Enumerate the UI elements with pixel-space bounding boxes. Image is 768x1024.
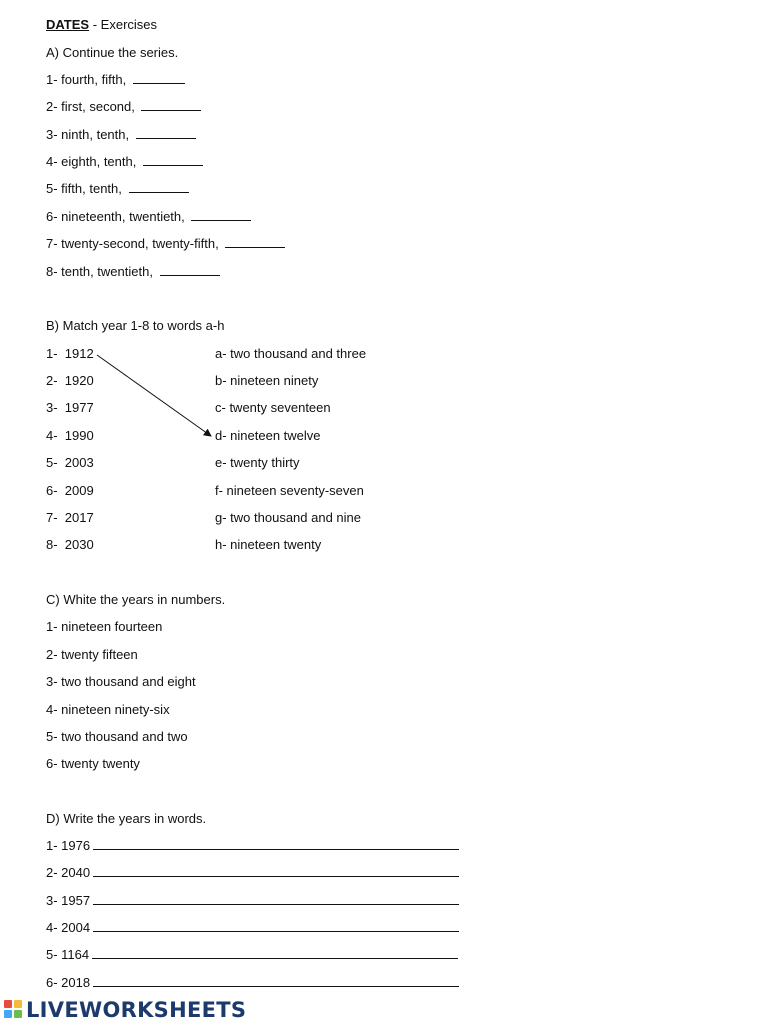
series-item-1	[46, 72, 185, 88]
word-item-e[interactable]: e- twenty thirty	[215, 455, 300, 470]
series-text-1: 1- fourth, fifth,	[46, 72, 130, 87]
words-item-3: 3- two thousand and eight	[46, 674, 196, 689]
title-suffix: - Exercises	[89, 17, 158, 32]
words-item-5: 5- two thousand and two	[46, 729, 188, 744]
word-item-b[interactable]: b- nineteen ninety	[215, 373, 319, 388]
year-label-3: 3- 1957	[46, 893, 91, 908]
words-item-6: 6- twenty twenty	[46, 756, 140, 771]
answer-blank-d4[interactable]	[93, 920, 459, 932]
year-item-2[interactable]: 2- 1920	[46, 373, 94, 388]
year-to-words-item-6	[46, 975, 459, 991]
answer-blank-d1[interactable]	[93, 838, 459, 850]
logo-brand-text: LIVEWORKSHEETS	[26, 998, 247, 1022]
year-label-1: 1- 1976	[46, 838, 91, 853]
series-item-4	[46, 154, 203, 170]
year-label-6: 6- 2018	[46, 975, 91, 990]
series-item-3	[46, 127, 196, 143]
answer-blank-a4[interactable]	[143, 154, 203, 166]
section-d-heading: D) Write the years in words.	[46, 811, 207, 826]
answer-blank-d3[interactable]	[93, 893, 459, 905]
word-item-a[interactable]: a- two thousand and three	[215, 346, 367, 361]
year-label-5: 5- 1164	[46, 947, 90, 962]
series-item-2	[46, 99, 201, 115]
section-c-heading: C) White the years in numbers.	[46, 592, 226, 607]
year-item-7[interactable]: 7- 2017	[46, 510, 94, 525]
word-item-h[interactable]: h- nineteen twenty	[215, 537, 322, 552]
year-label-2: 2- 2040	[46, 865, 91, 880]
section-a-heading: A) Continue the series.	[46, 45, 179, 60]
series-text-3: 3- ninth, tenth,	[46, 127, 133, 142]
liveworksheets-logo	[4, 997, 246, 1023]
answer-blank-a5[interactable]	[129, 181, 189, 193]
year-item-8[interactable]: 8- 2030	[46, 537, 94, 552]
answer-blank-a3[interactable]	[136, 127, 196, 139]
year-to-words-item-1	[46, 838, 459, 854]
year-item-6[interactable]: 6- 2009	[46, 483, 94, 498]
year-item-3[interactable]: 3- 1977	[46, 400, 94, 415]
year-item-4[interactable]: 4- 1990	[46, 428, 94, 443]
answer-blank-a8[interactable]	[160, 264, 220, 276]
title-dates: DATES	[46, 17, 90, 32]
series-text-5: 5- fifth, tenth,	[46, 181, 126, 196]
year-to-words-item-4	[46, 920, 459, 936]
series-text-4: 4- eighth, tenth,	[46, 154, 140, 169]
answer-blank-a6[interactable]	[191, 209, 251, 221]
answer-blank-d6[interactable]	[93, 975, 459, 987]
answer-blank-d5[interactable]	[92, 947, 458, 959]
series-text-7: 7- twenty-second, twenty-fifth,	[46, 236, 223, 251]
words-item-1: 1- nineteen fourteen	[46, 619, 163, 634]
series-item-7	[46, 236, 285, 252]
logo-square-blue	[4, 1010, 12, 1018]
answer-blank-a7[interactable]	[225, 236, 285, 248]
series-text-2: 2- first, second,	[46, 99, 139, 114]
logo-square-yellow	[14, 1000, 22, 1008]
logo-square-red	[4, 1000, 12, 1008]
answer-blank-a2[interactable]	[141, 99, 201, 111]
series-item-5	[46, 181, 189, 197]
words-item-4: 4- nineteen ninety-six	[46, 702, 170, 717]
word-item-g[interactable]: g- two thousand and nine	[215, 510, 361, 525]
year-label-4: 4- 2004	[46, 920, 91, 935]
word-item-f[interactable]: f- nineteen seventy-seven	[215, 483, 364, 498]
answer-blank-d2[interactable]	[93, 865, 459, 877]
worksheet-title	[46, 17, 157, 33]
word-item-d[interactable]: d- nineteen twelve	[215, 428, 321, 443]
series-item-6	[46, 209, 251, 225]
year-item-5[interactable]: 5- 2003	[46, 455, 94, 470]
series-item-8	[46, 264, 220, 280]
logo-square-green	[14, 1010, 22, 1018]
year-item-1[interactable]: 1- 1912	[46, 346, 94, 361]
logo-squares-icon	[4, 1000, 24, 1020]
section-b-heading: B) Match year 1-8 to words a-h	[46, 318, 225, 333]
year-to-words-item-5	[46, 947, 458, 963]
answer-blank-a1[interactable]	[133, 72, 185, 84]
words-item-2: 2- twenty fifteen	[46, 647, 138, 662]
series-text-6: 6- nineteenth, twentieth,	[46, 209, 189, 224]
series-text-8: 8- tenth, twentieth,	[46, 264, 157, 279]
year-to-words-item-3	[46, 893, 459, 909]
word-item-c[interactable]: c- twenty seventeen	[215, 400, 331, 415]
year-to-words-item-2	[46, 865, 459, 881]
